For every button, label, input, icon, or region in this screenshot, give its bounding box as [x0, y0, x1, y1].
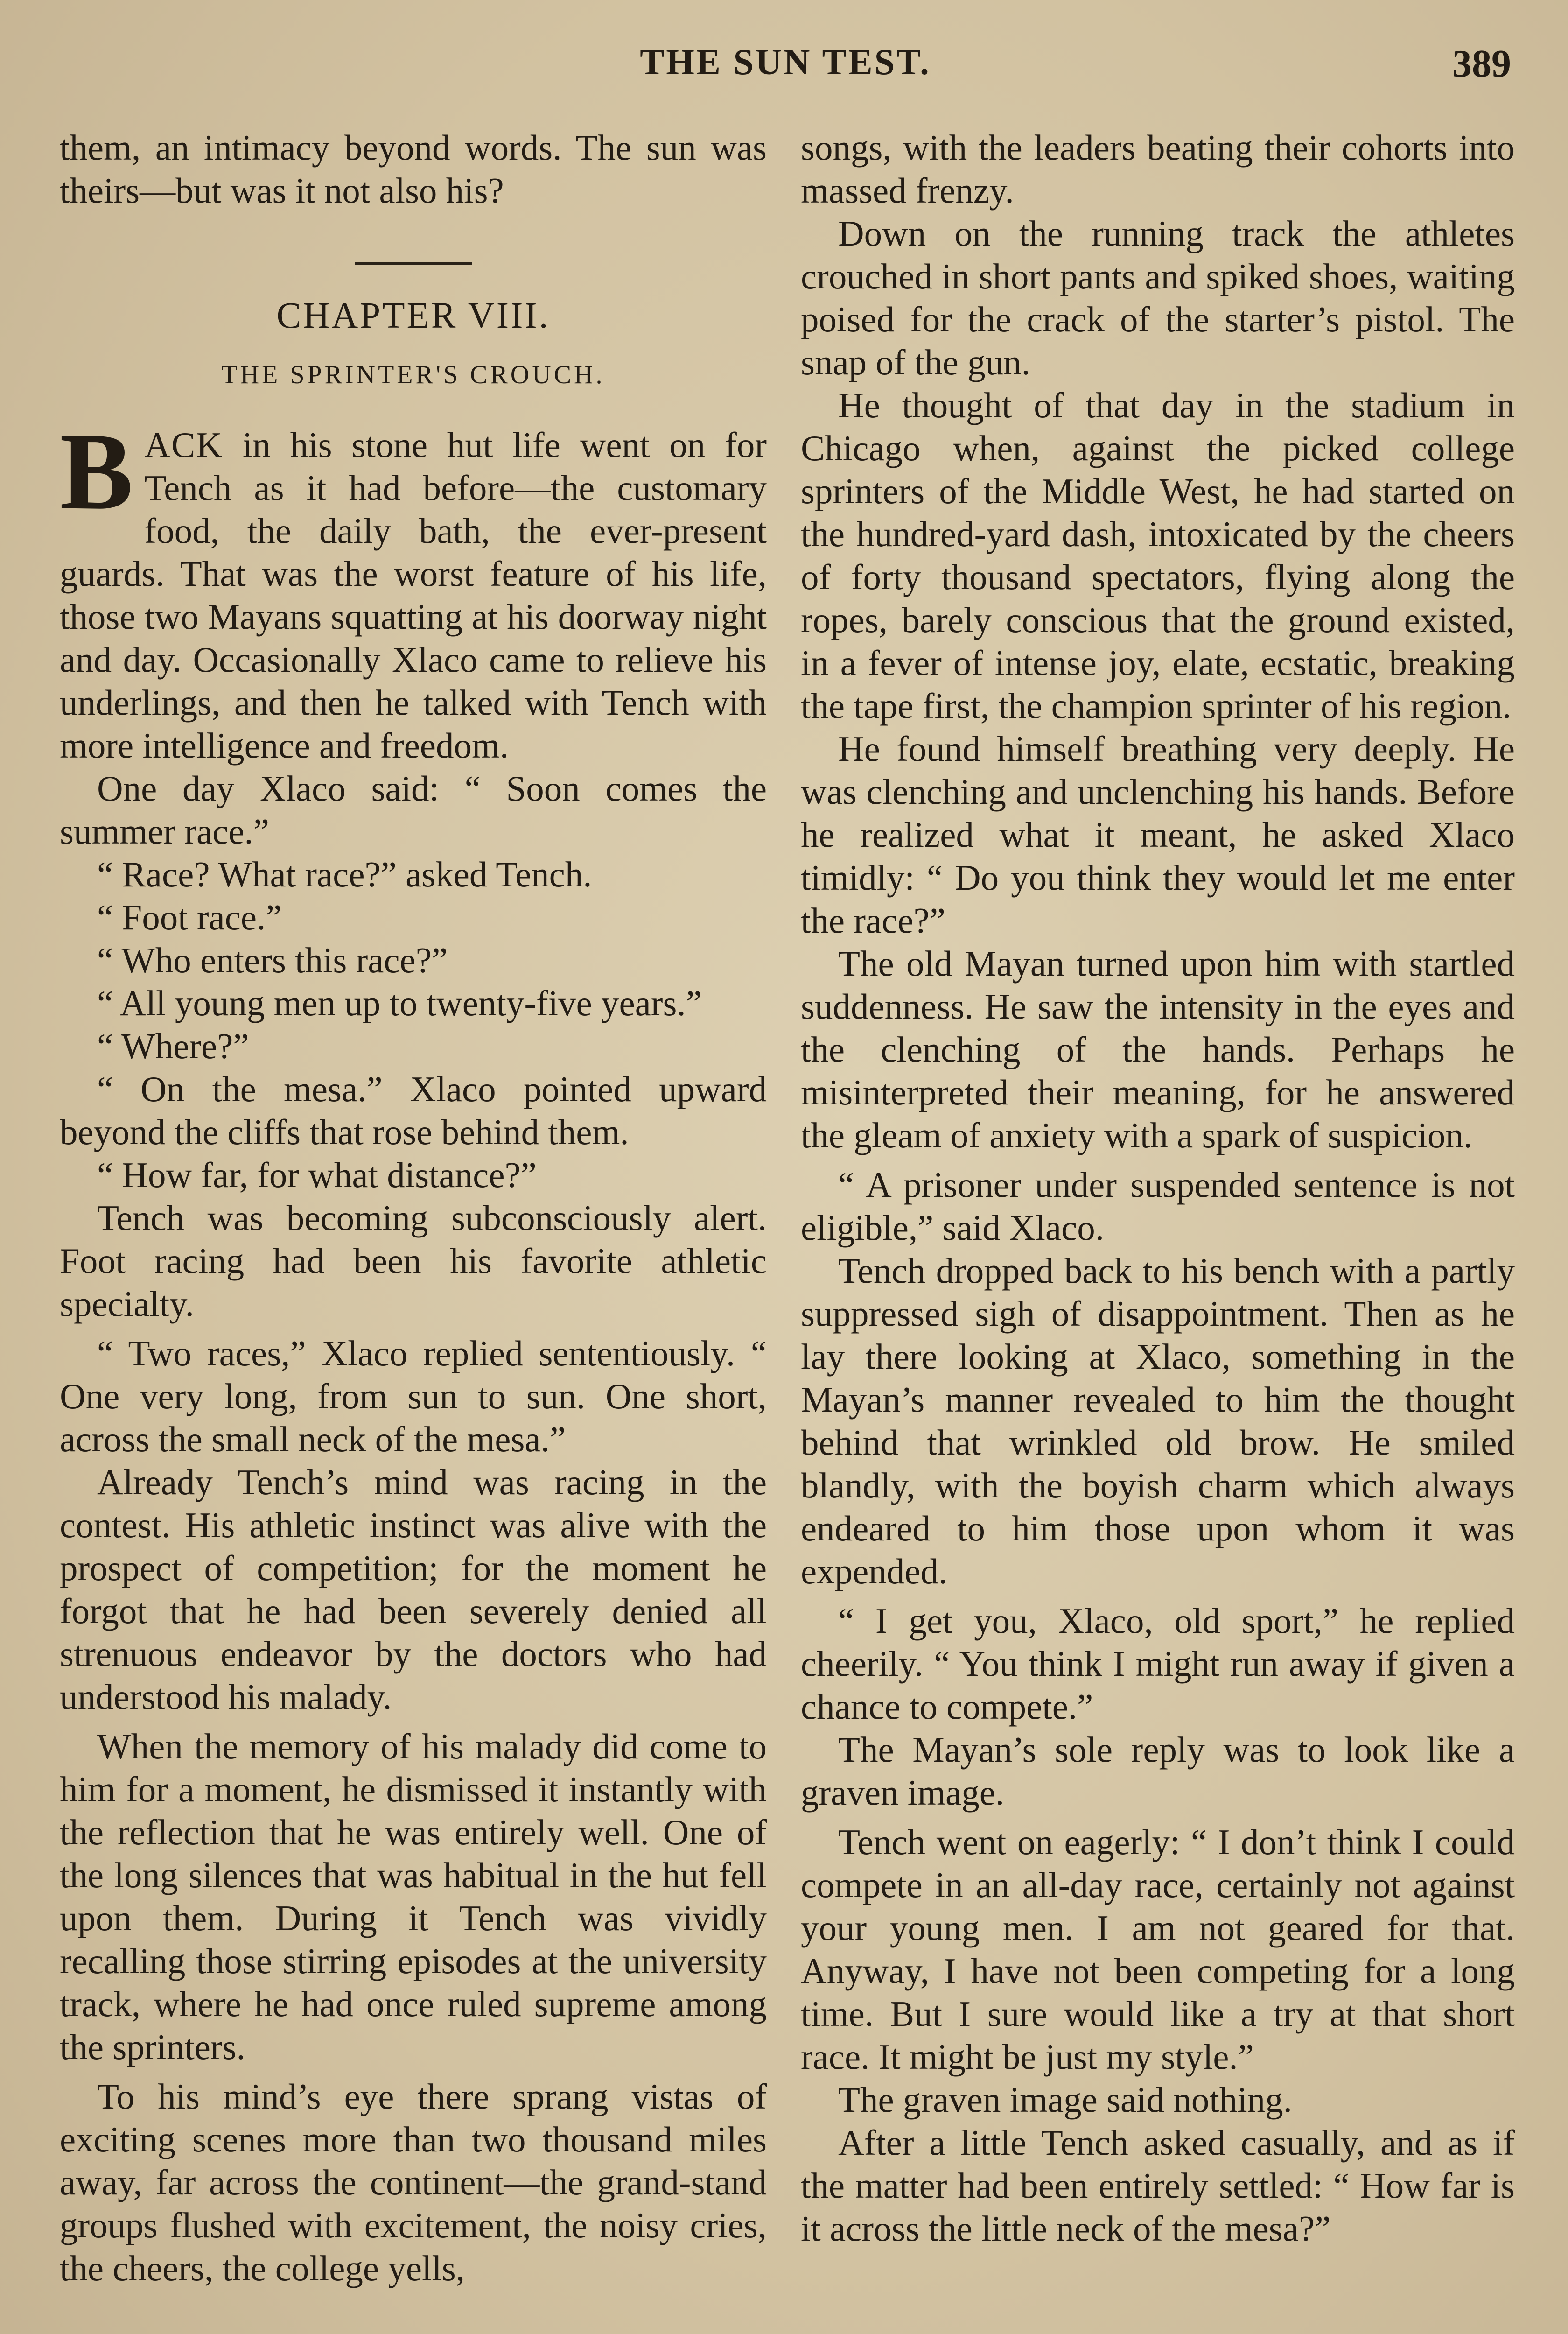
opening-caps: ACK [144, 425, 223, 465]
opening-text: in his stone hut life went on for Tench as it had before—the customary food, the daily bath, the ever-present guards. That was the worst feature of his life, those two Mayans squatting at his doorway night and day. Occasionally Xlaco came to relieve his underlings, and then he talked with Tench with more intelligence and freedom. [60, 425, 767, 766]
paragraph: He thought of that day in the stadium in Chicago when, against the picked college sprinters of the Middle West, he had started on the hundred-yard dash, intoxicated by the cheers of forty thousand spectators, flying along the ropes, barely conscious that the ground existed, in a fever of intense joy, elate, ecstatic, breaking the tape first, the champion sprinter of his region. [801, 385, 1515, 726]
paragraph: “ A prisoner under suspended sentence is not eligible,” said Xlaco. [801, 1165, 1515, 1248]
section-divider [355, 262, 472, 265]
dialogue-line: “ How far, for what distance?” [97, 1155, 537, 1195]
paragraph: When the memory of his malady did come to him for a moment, he dismissed it instantly with the reflection that he was entirely well. One of the long silences that was habitual in the hut fell upon them. During it Tench was vividly recalling those stirring episodes at the university track, where he had once ruled supreme among the sprinters. [60, 1726, 767, 2067]
paragraph: Already Tench’s mind was racing in the contest. His athletic instinct was alive with the prospect of competition; for the moment he forgot that he had been severely denied all strenuous endeavor by the doctors who had understood his malady. [60, 1462, 767, 1717]
paragraph: The graven image said nothing. [838, 2080, 1292, 2120]
paragraph: them, an intimacy beyond words. The sun was theirs—but was it not also his? [60, 127, 767, 211]
drop-cap: B [60, 411, 133, 533]
dialogue-line: “ Who enters this race?” [97, 940, 448, 980]
page-number: 389 [1452, 42, 1511, 85]
paragraph: Down on the running track the athletes crouched in short pants and spiked shoes, waiting poised for the crack of the starter’s pistol. The snap of the gun. [801, 213, 1515, 382]
running-head: THE SUN TEST. [640, 42, 931, 82]
dialogue-line: “ All young men up to twenty-five years.” [97, 983, 702, 1023]
paragraph: “ On the mesa.” Xlaco pointed upward beyond the cliffs that rose behind them. [60, 1069, 767, 1152]
paragraph: To his mind’s eye there sprang vistas of exciting scenes more than two thousand miles away, far across the continent—the grand-stand groups flushed with excitement, the noisy cries, the cheers, the college yells, [60, 2076, 767, 2288]
right-column [801, 126, 1515, 2250]
paragraph: After a little Tench asked casually, and as if the matter had been entirely settled: “ How far is it across the little neck of the mesa?” [801, 2123, 1515, 2249]
paragraph: Tench went on eagerly: “ I don’t think I could compete in an all-day race, certainly not against your young men. I am not geared for that. Anyway, I have not been competing for a long time. But I sure would like a try at that short race. It might be just my style.” [801, 1822, 1515, 2077]
dialogue-line: “ Race? What race?” asked Tench. [97, 854, 592, 894]
opening-paragraph [60, 411, 767, 767]
dialogue-line: “ Foot race.” [97, 897, 282, 937]
chapter-title: CHAPTER VIII. [276, 295, 550, 336]
paragraph: The old Mayan turned upon him with startled suddenness. He saw the intensity in the eyes and the clenching of the hands. Perhaps he misinterpreted their meaning, for he answered the gleam of anxiety with a spark of suspicion. [801, 943, 1515, 1155]
paragraph: Tench dropped back to his bench with a partly suppressed sigh of disappointment. Then as he lay there looking at Xlaco, something in the Mayan’s manner revealed to him the thought behind that wrinkled old brow. He smiled blandly, with the boyish charm which always endeared to him those upon whom it was expended. [801, 1251, 1515, 1591]
paragraph: He found himself breathing very deeply. He was clenching and unclenching his hands. Before he realized what it meant, he asked Xlaco timidly: “ Do you think they would let me enter the race?” [801, 729, 1515, 941]
left-column [60, 126, 767, 2290]
chapter-subtitle: THE SPRINTER'S CROUCH. [221, 360, 605, 389]
paragraph: One day Xlaco said: “ Soon comes the summer race.” [60, 768, 767, 851]
paragraph: The Mayan’s sole reply was to look like a graven image. [801, 1729, 1515, 1813]
dialogue-line: “ Where?” [97, 1026, 249, 1066]
paragraph: songs, with the leaders beating their cohorts into massed frenzy. [801, 127, 1515, 211]
paragraph: “ I get you, Xlaco, old sport,” he replied cheerily. “ You think I might run away if given a chance to compete.” [801, 1601, 1515, 1727]
paragraph: “ Two races,” Xlaco replied sententiously. “ One very long, from sun to sun. One short, across the small neck of the mesa.” [60, 1333, 767, 1459]
paragraph: Tench was becoming subconsciously alert. Foot racing had been his favorite athletic specialty. [60, 1198, 767, 1324]
page-header [60, 41, 1511, 92]
